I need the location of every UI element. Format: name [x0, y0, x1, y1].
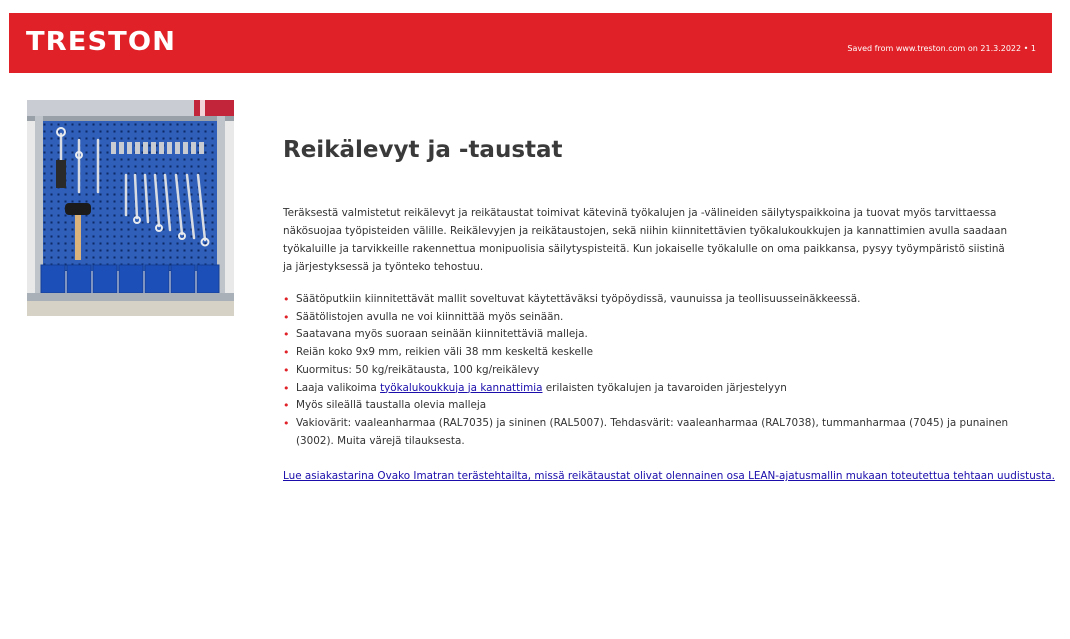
intro-paragraph: Teräksestä valmistetut reikälevyt ja reikätaustat toimivat kätevinä työkalujen ja -välineiden säilytyspaikkoina ja tuovat myös tarvittaessa näkösuojaa työpisteiden välille. Reikälevyjen ja reikätaustojen, sekä niihin kiinnitettävien työkalukoukkujen ja kannattimien avulla saadaan työkaluille ja tarvikkeille rakennettua monipuolisia säilytyspisteitä. Kun jokaiselle työkalulle on oma paikkansa, pysyy työympäristö siistinä ja järjestyksessä ja työnteko tehostuu.: [283, 207, 1008, 273]
customer-story-link[interactable]: Lue asiakastarina Ovako Imatran terästehtailta, missä reikätaustat olivat olennainen osa LEAN-ajatusmallin mukaan toteutettua tehtaan uudistusta.: [283, 470, 1055, 482]
feature-list: [283, 291, 1043, 450]
list-item: • Säätölistojen avulla ne voi kiinnittää myös seinään.: [283, 309, 1043, 327]
list-item: • Saatavana myös suoraan seinään kiinnitettäviä malleja.: [283, 326, 1043, 344]
list-item: • Reiän koko 9x9 mm, reikien väli 38 mm keskeltä keskelle: [283, 344, 1043, 362]
list-item-text: Laaja valikoima: [296, 381, 381, 394]
list-item: • Vakiovärit: vaaleanharmaa (RAL7035) ja sininen (RAL5007). Tehdasvärit: vaaleanharmaa (RAL7038), tummanharmaa (7045) ja punainen (3002). Muita värejä tilauksesta.: [283, 415, 1043, 450]
list-item: [283, 380, 1043, 398]
saved-from-note: Saved from www.treston.com on 21.3.2022 • 1: [847, 44, 1036, 53]
list-item: • Myös sileällä taustalla olevia malleja: [283, 397, 1043, 415]
pegboard-with-tools-photo: [27, 100, 234, 316]
tool-hooks-link[interactable]: työkalukoukkuja ja kannattimia: [380, 381, 543, 394]
list-item: • Säätöputkiin kiinnitettävät mallit soveltuvat käytettäväksi työpöydissä, vaunuissa ja teollisuusseinäkkeessä.: [283, 291, 1043, 309]
page-title: Reikälevyt ja -taustat: [283, 137, 563, 163]
site-header: [9, 13, 1052, 73]
treston-logo[interactable]: TRESTON: [26, 27, 176, 57]
list-item-text: erilaisten työkalujen ja tavaroiden järjestelyyn: [542, 381, 787, 394]
list-item: • Kuormitus: 50 kg/reikätausta, 100 kg/reikälevy: [283, 362, 1043, 380]
